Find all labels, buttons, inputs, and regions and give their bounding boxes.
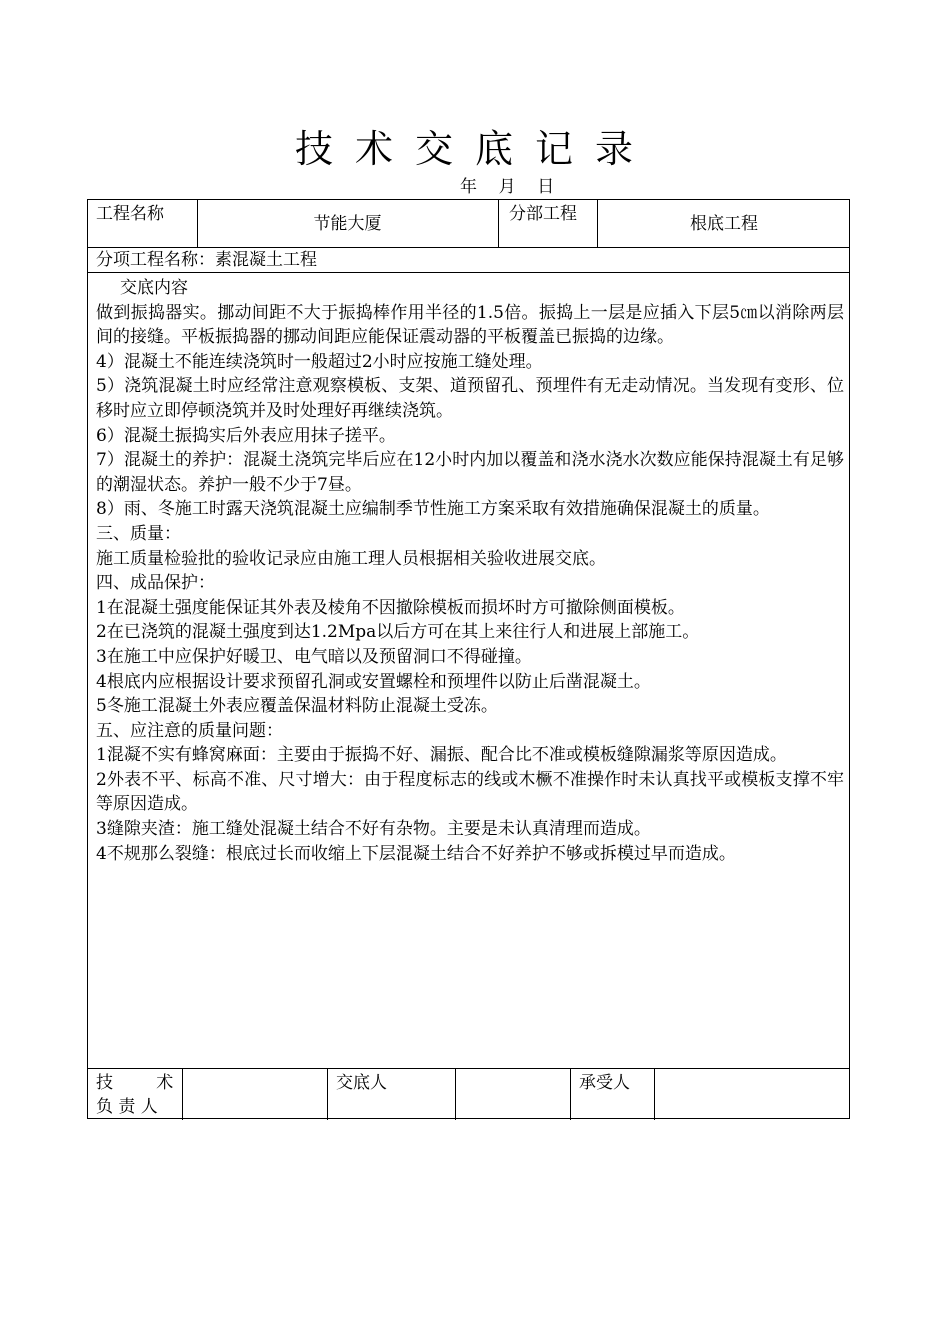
receiver-label: 承受人 <box>579 1073 630 1093</box>
tech-lead-label-line1: 技 术 <box>96 1073 174 1093</box>
content-paragraph: 5冬施工混凝土外表应覆盖保温材料防止混凝土受冻。 <box>96 696 498 717</box>
content-paragraph: 1混凝不实有蜂窝麻面：主要由于振捣不好、漏振、配合比不准或模板缝隙漏浆等原因造成。 <box>96 745 787 766</box>
row-divider-subitem <box>88 272 849 273</box>
footer-divider-4 <box>570 1068 571 1120</box>
section-heading: 三、质量： <box>96 523 181 544</box>
footer-divider-2 <box>327 1068 328 1120</box>
row-divider-header <box>88 247 849 248</box>
tech-lead-label-line2: 负 责 人 <box>96 1097 158 1117</box>
content-paragraph: 1在混凝土强度能保证其外表及棱角不因撤除模板而损坏时方可撤除侧面模板。 <box>96 597 685 618</box>
date-line: 年 月 日 <box>460 177 555 197</box>
content-paragraph: 4）混凝土不能连续浇筑时一般超过2小时应按施工缝处理。 <box>96 351 543 372</box>
content-paragraph: 5）浇筑混凝土时应经常注意观察模板、支架、道预留孔、预埋件有无走动情况。当发现有变形、位移时应立即停顿浇筑并及时处理好再继续浇筑。 <box>96 376 844 421</box>
content-paragraph: 8）雨、冬施工时露天浇筑混凝土应编制季节性施工方案采取有效措施确保混凝土的质量。 <box>96 499 770 520</box>
document-title: 技术交底记录 <box>294 127 655 171</box>
content-paragraph: 施工质量检验批的验收记录应由施工理人员根据相关验收进展交底。 <box>96 548 606 569</box>
content-paragraph: 2在已浇筑的混凝土强度到达1.2Mpa以后方可在其上来往行人和进展上部施工。 <box>96 622 700 643</box>
content-paragraph: 3在施工中应保护好暖卫、电气暗以及预留洞口不得碰撞。 <box>96 646 532 667</box>
tech-lead-signature-field[interactable] <box>182 1068 327 1120</box>
project-name-label: 工程名称 <box>96 204 164 224</box>
receiver-signature-field[interactable] <box>654 1068 851 1120</box>
content-paragraph: 6）混凝土振捣实后外表应用抹子搓平。 <box>96 425 396 446</box>
content-paragraph: 2外表不平、标高不准、尺寸增大：由于程度标志的线或木橛不准操作时未认真找平或模板支撑不牢等原因造成。 <box>96 769 844 815</box>
record-table <box>87 199 850 1119</box>
content-heading: 交底内容 <box>120 278 188 298</box>
section-heading: 五、应注意的质量问题： <box>96 720 283 741</box>
content-paragraph: 3缝隙夹渣：施工缝处混凝土结合不好有杂物。主要是未认真清理而造成。 <box>96 819 651 840</box>
division-label: 分部工程 <box>509 204 577 224</box>
disclosure-content <box>96 276 844 866</box>
subitem-name: 分项工程名称：素混凝土工程 <box>96 250 317 270</box>
section-heading: 四、成品保护： <box>96 573 215 594</box>
content-paragraph: 做到振捣器实。挪动间距不大于振捣棒作用半径的1.5倍。振捣上一层是应插入下层5㎝以消除两层间的接缝。平板振捣器的挪动间距应能保证震动器的平板覆盖已振捣的边缘。 <box>96 302 844 348</box>
content-paragraph: 4根底内应根据设计要求预留孔洞或安置螺栓和预埋件以防止后凿混凝土。 <box>96 671 651 692</box>
project-name-value: 节能大厦 <box>313 214 382 234</box>
col-divider-2 <box>498 200 499 247</box>
presenter-signature-field[interactable] <box>455 1068 570 1120</box>
content-paragraph: 7）混凝土的养护：混凝土浇筑完毕后应在12小时内加以覆盖和浇水浇水次数应能保持混凝土有足够的潮湿状态。养护一般不少于7昼。 <box>96 450 844 495</box>
content-paragraph: 4不规那么裂缝：根底过长而收缩上下层混凝土结合不好养护不够或拆模过早而造成。 <box>96 843 736 864</box>
division-value: 根底工程 <box>690 214 758 234</box>
presenter-label: 交底人 <box>336 1073 387 1093</box>
